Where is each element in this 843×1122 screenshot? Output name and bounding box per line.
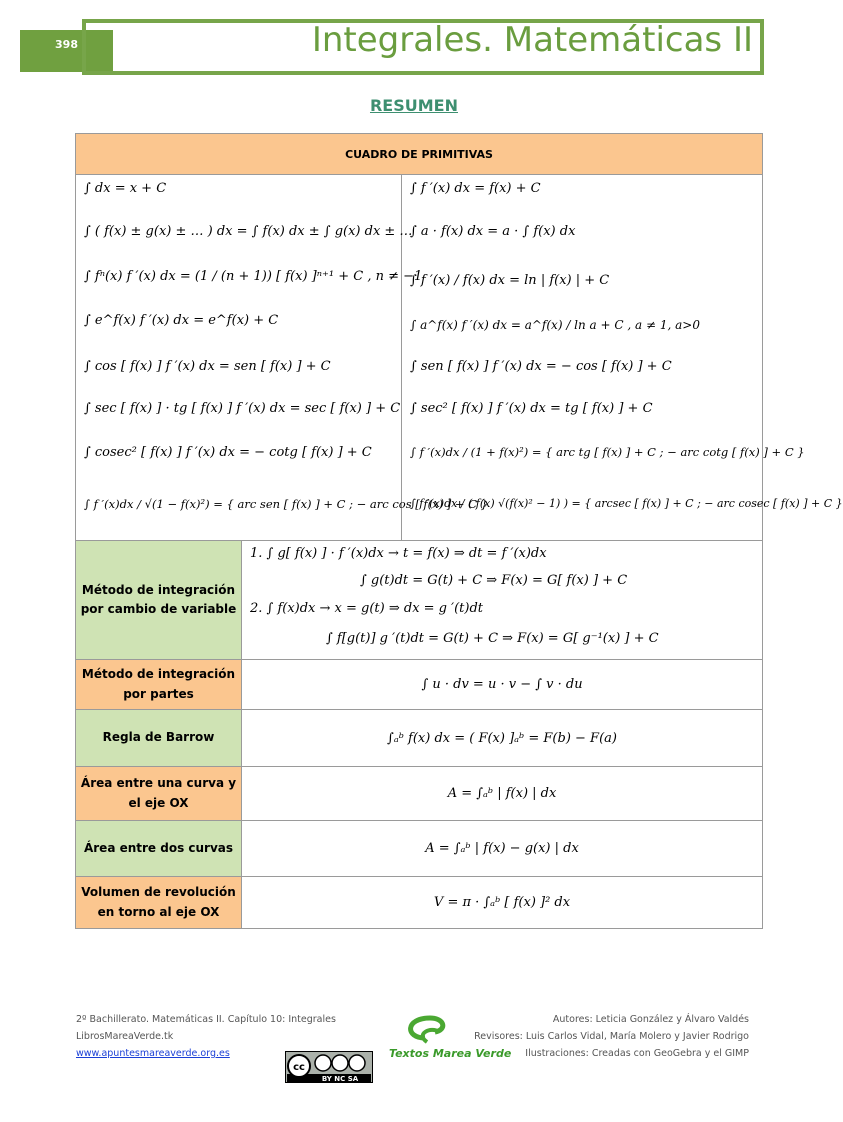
formula-right-4: ∫ a^f(x) f ′(x) dx = a^f(x) / ln a + C , a ≠ 1, a>0 (410, 318, 700, 332)
share-alike-icon (349, 1055, 365, 1071)
row-label-change-of-variable: Método de integración por cambio de variable (76, 541, 242, 660)
formula-right-2: ∫ a · f(x) dx = a · ∫ f(x) dx (410, 224, 576, 239)
change-var-formula-1: 1. ∫ g[ f(x) ] · f ′(x)dx → t = f(x) ⇒ dt = f ′(x)dx (250, 546, 547, 561)
formula-left-5: ∫ cos [ f(x) ] f ′(x) dx = sen [ f(x) ] + C (84, 359, 331, 374)
formula-left-7: ∫ cosec² [ f(x) ] f ′(x) dx = − cotg [ f(x) ] + C (84, 445, 372, 460)
creative-commons-badge (285, 1051, 373, 1083)
row-label-volume: Volumen de revolución en torno al eje OX (76, 877, 242, 929)
footer-illustrations: Ilustraciones: Creadas con GeoGebra y el GIMP (525, 1048, 749, 1059)
row-content-change-of-variable (242, 541, 763, 660)
document-title: Integrales. Matemáticas II (311, 20, 753, 60)
formula-right-7: ∫ f ′(x)dx / (1 + f(x)²) = { arc tg [ f(x) ] + C ; − arc cotg [ f(x) ] + C } (410, 445, 805, 459)
row-content-area-two-curves (242, 821, 763, 877)
row-label-barrow: Regla de Barrow (76, 710, 242, 767)
primitives-right (402, 175, 843, 540)
row-content-area-curve-axis (242, 767, 763, 821)
formula-right-3: ∫ f ′(x) / f(x) dx = ln | f(x) | + C (410, 273, 610, 288)
footer-link[interactable]: www.apuntesmareaverde.org.es (76, 1048, 230, 1059)
barrow-formula: ∫ₐᵇ f(x) dx = ( F(x) ]ₐᵇ = F(b) − F(a) (387, 730, 617, 746)
logo-text: Textos Marea Verde (389, 1047, 512, 1060)
formula-right-5: ∫ sen [ f(x) ] f ′(x) dx = − cos [ f(x) ] + C (410, 359, 672, 374)
formula-left-3: ∫ fⁿ(x) f ′(x) dx = (1 / (n + 1)) [ f(x) ]ⁿ⁺¹ + C , n ≠ −1 (84, 269, 423, 284)
table-caption: CUADRO DE PRIMITIVAS (76, 134, 763, 175)
primitives-right-cell (402, 175, 843, 541)
section-title: RESUMEN (369, 96, 458, 115)
formula-left-6: ∫ sec [ f(x) ] · tg [ f(x) ] f ′(x) dx = sec [ f(x) ] + C (84, 401, 401, 416)
formula-right-6: ∫ sec² [ f(x) ] f ′(x) dx = tg [ f(x) ] + C (410, 401, 653, 416)
by-parts-formula: ∫ u · dv = u · v − ∫ v · du (421, 677, 583, 692)
row-label-area-curve-axis: Área entre una curva y el eje OX (76, 767, 242, 821)
summary-table (75, 133, 843, 929)
marea-verde-logo (385, 1010, 512, 1062)
formula-left-4: ∫ e^f(x) f ′(x) dx = e^f(x) + C (84, 313, 279, 328)
formula-left-2: ∫ ( f(x) ± g(x) ± … ) dx = ∫ f(x) dx ± ∫ g(x) dx ± … (84, 224, 413, 239)
formula-right-1: ∫ f ′(x) dx = f(x) + C (410, 181, 541, 196)
area-curve-axis-formula: A = ∫ₐᵇ | f(x) | dx (447, 786, 557, 801)
footer-reviewers: Revisores: Luis Carlos Vidal, María Molero y Javier Rodrigo (474, 1031, 749, 1042)
footer-course: 2º Bachillerato. Matemáticas II. Capítulo 10: Integrales (76, 1014, 336, 1025)
no-commercial-icon (332, 1055, 348, 1071)
change-var-formula-2: ∫ g(t)dt = G(t) + C ⇒ F(x) = G[ f(x) ] + C (360, 573, 628, 588)
change-var-formula-3: 2. ∫ f(x)dx → x = g(t) ⇒ dx = g ′(t)dt (250, 601, 484, 616)
formula-left-8: ∫ f ′(x)dx / √(1 − f(x)²) = { arc sen [ f(x) ] + C ; − arc cos [ f(x) ] + C } (84, 497, 488, 511)
row-content-barrow (242, 710, 763, 767)
area-two-curves-formula: A = ∫ₐᵇ | f(x) − g(x) | dx (425, 841, 579, 856)
row-content-by-parts (242, 660, 763, 710)
row-label-by-parts: Método de integración por partes (76, 660, 242, 710)
change-var-formula-4: ∫ f[g(t)] g ′(t)dt = G(t) + C ⇒ F(x) = G[ g⁻¹(x) ] + C (326, 631, 659, 646)
formula-right-8: ∫ f ′(x)dx / ( f(x) √(f(x)² − 1) ) = { arcsec [ f(x) ] + C ; − arc cosec [ f(x) ] + C } (410, 497, 843, 510)
cc-mark: cc (293, 1062, 305, 1073)
formula-left-1: ∫ dx = x + C (84, 181, 167, 196)
license-text: BY NC SA (321, 1075, 359, 1083)
volume-formula: V = π · ∫ₐᵇ [ f(x) ]² dx (433, 895, 571, 910)
footer-authors: Autores: Leticia González y Álvaro Valdés (552, 1014, 749, 1025)
row-label-area-two-curves: Área entre dos curvas (76, 821, 242, 877)
row-content-volume (242, 877, 763, 929)
person-icon (315, 1055, 331, 1071)
footer-site: LibrosMareaVerde.tk (76, 1031, 174, 1042)
page-number-badge: 398 (20, 30, 113, 72)
